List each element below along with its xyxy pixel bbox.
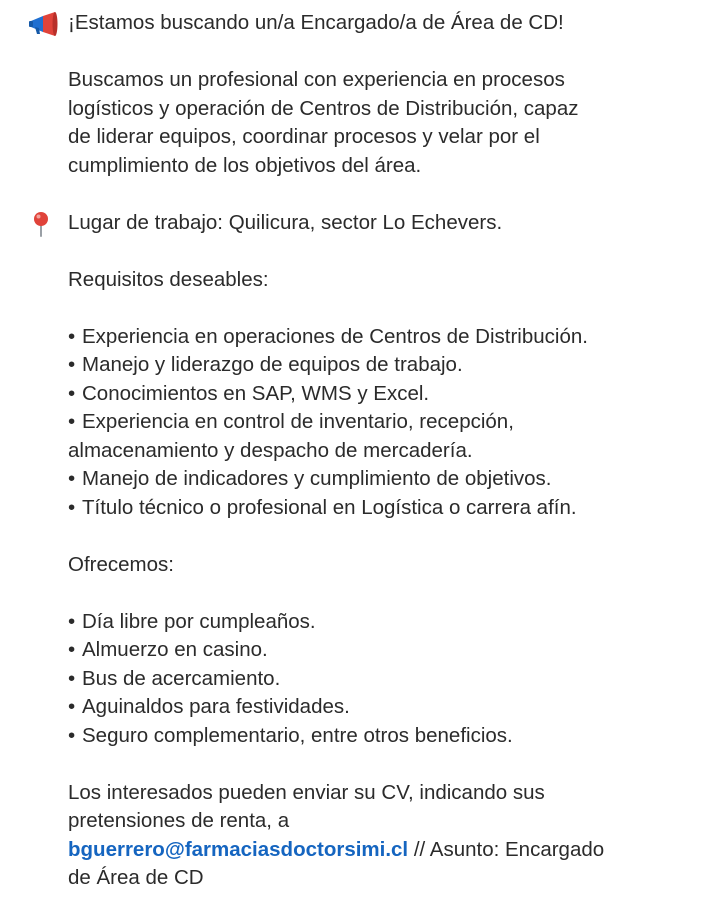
intro-line: de liderar equipos, coordinar procesos y velar por el — [68, 125, 540, 148]
contact-line: pretensiones de renta, a — [68, 809, 290, 832]
bullet: • — [68, 353, 76, 376]
list-item: • Manejo y liderazgo de equipos de trabajo. — [68, 351, 720, 380]
headline — [68, 9, 720, 38]
list-item: • Experiencia en control de inventario, recepción, — [68, 408, 720, 437]
bullet: • — [68, 410, 76, 433]
bullet: • — [68, 324, 76, 348]
bullet: • — [68, 495, 76, 519]
headline-text: ¡Estamos buscando un/a Encargado/a de Área de CD! — [68, 11, 564, 34]
list-item: • Manejo de indicadores y cumplimiento de objetivos. — [68, 465, 720, 494]
megaphone-icon — [28, 12, 58, 36]
offers-heading: Ofrecemos: — [68, 552, 174, 576]
requirements-list — [68, 323, 720, 523]
location-line — [68, 209, 720, 238]
list-item: • Conocimientos en SAP, WMS y Excel. — [68, 380, 720, 409]
round-pushpin-icon — [30, 211, 52, 237]
intro-paragraph — [68, 66, 720, 180]
list-item: • Título técnico o profesional en Logística o carrera afín. — [68, 494, 720, 523]
list-item: • Bus de acercamiento. — [68, 665, 720, 694]
list-item: • Seguro complementario, entre otros beneficios. — [68, 722, 720, 751]
email-link[interactable]: bguerrero@farmaciasdoctorsimi.cl — [68, 837, 409, 861]
bullet: • — [68, 467, 76, 490]
intro-line: logísticos y operación de Centros de Distribución, capaz — [68, 96, 579, 120]
offers-list — [68, 608, 720, 751]
bullet: • — [68, 666, 76, 690]
bullet: • — [68, 609, 76, 633]
list-item: • Experiencia en operaciones de Centros de Distribución. — [68, 323, 720, 352]
contact-line: de Área de CD — [68, 866, 204, 889]
contact-line — [68, 836, 720, 865]
subject-text: // Asunto: Encargado — [408, 837, 605, 861]
intro-line: cumplimiento de los objetivos del área. — [68, 153, 422, 177]
list-item: • Aguinaldos para festividades. — [68, 693, 720, 722]
list-item-continuation: almacenamiento y despacho de mercadería. — [68, 438, 473, 462]
requirements-heading: Requisitos deseables: — [68, 267, 269, 291]
bullet: • — [68, 381, 76, 405]
bullet: • — [68, 638, 76, 661]
list-item: • Día libre por cumpleaños. — [68, 608, 720, 637]
location-text: Lugar de trabajo: Quilicura, sector Lo Echevers. — [68, 210, 503, 234]
contact-paragraph — [68, 779, 720, 893]
list-item: • Almuerzo en casino. — [68, 636, 720, 665]
contact-line: Los interesados pueden enviar su CV, indicando sus — [68, 780, 545, 804]
intro-line: Buscamos un profesional con experiencia en procesos — [68, 68, 565, 91]
bullet: • — [68, 723, 76, 747]
bullet: • — [68, 695, 76, 718]
